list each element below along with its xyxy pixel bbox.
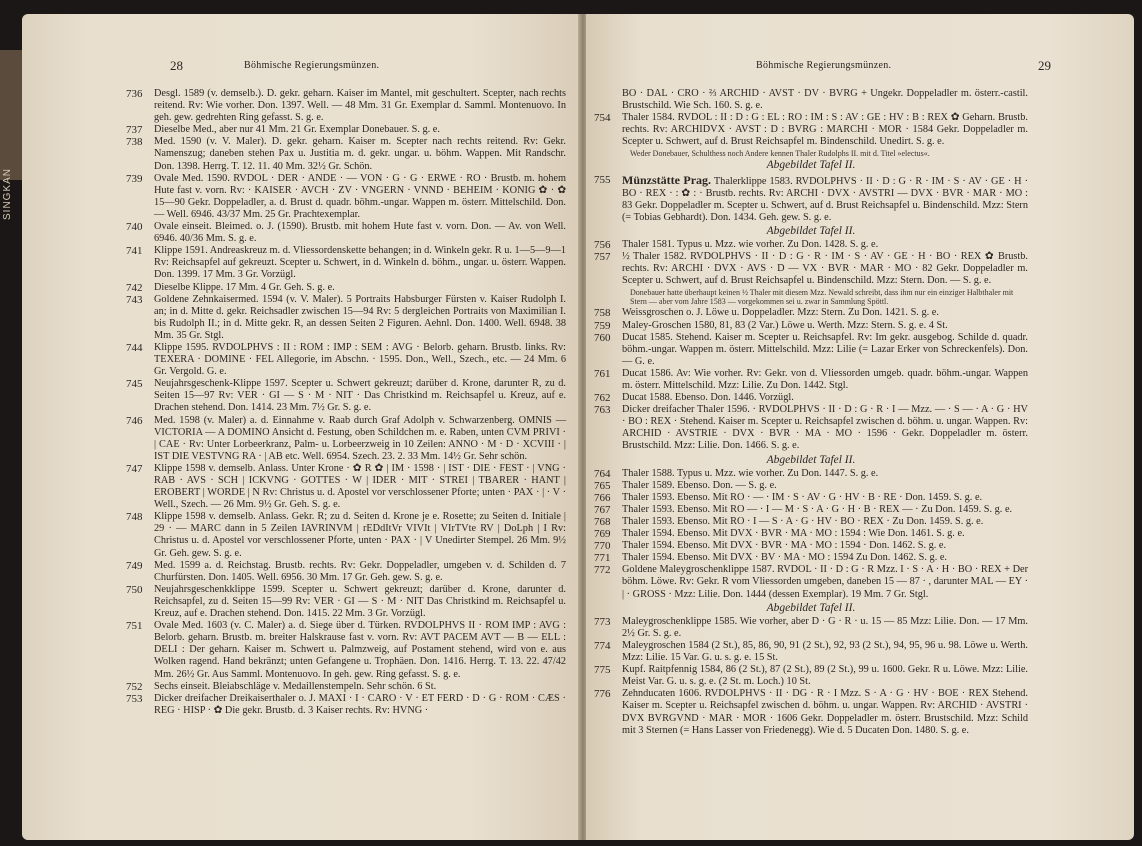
- entry-text: [622, 112, 1028, 148]
- entry-number: 773: [594, 615, 611, 628]
- catalog-entry: [594, 468, 1028, 480]
- entry-number: 749: [126, 559, 143, 572]
- entry-body: Thaler 1594. Ebenso. Mit DVX · BVR · MA · MO : 1594 · Don. 1462. S. g. e.: [622, 540, 947, 552]
- entry-text: Klippe 1598 v. demselb. Anlass. Gekr. R; zu d. Seiten d. Krone je e. Rosette; zu Seiten d. Initiale | 29 · — MARC dann in 5 Zeilen IAVRINVM | rEDdItVr VIVIt | VIrTVte RV | DoLph | I Rv: Christus u. d. Apostel vor verschlossener Pforte, unten · PAX · | V Unedirter Stempel. 26 Mm. 9½ Gr. Geh. gew. S. g. e.: [154, 511, 566, 559]
- catalog-entry: [126, 463, 566, 511]
- entry-number: 742: [126, 281, 143, 294]
- entry-number: 756: [594, 239, 611, 252]
- entry-number: 772: [594, 564, 611, 577]
- catalog-entry: [594, 564, 1028, 600]
- entry-text: [622, 392, 1028, 404]
- entry-text: Klippe 1598 v. demselb. Anlass. Unter Krone · ✿ R ✿ | IM · 1598 · | IST · DIE · FEST · | VNG · RAB · AVS · SCH | ICKVNG · GOTTES · W | IDER · MIT · STREI | TBARER · HANT | EROBERT | WORDE | N Rv: Christus u. d. Apostel vor verschlossener Pforte; unten · PAX · | · V · Well., Szech. — 26 Mm. 9½ Gr. Geh. S. g. e.: [154, 462, 566, 511]
- entry-number: 746: [126, 414, 143, 427]
- entry-number: 754: [594, 112, 611, 125]
- section-heading: Münzstätte Prag.: [622, 172, 712, 187]
- catalog-entry: [126, 681, 566, 693]
- entry-text: Klippe 1595. RVDOLPHVS : II : ROM : IMP : SEM : AVG · Belorb. geharn. Brustb. links. Rv: TEXERA · DOMINE · FEL Allegorie, im Abschn. · 1595. Don., Well., Szech., etc. — 24 Mm. 6 Gr. Vergold. G. e.: [154, 341, 566, 378]
- catalog-entry: [126, 560, 566, 584]
- entry-body: Maley-Groschen 1580, 81, 83 (2 Var.) Löwe u. Werth. Mzz: Stern. S. g. e. 4 St.: [622, 319, 948, 331]
- entry-text: Desgl. 1589 (v. demselb.). D. gekr. geharn. Kaiser im Mantel, mit geschultert. Scepter, nach rechts reitend. Rv: Wie vorher. Don. 1397. Well. — 48 Mm. 31 Gr. Exemplar d. Samml. Montenuovo. In geh. gew. gedrehten Ring gefasst. S. g. e.: [154, 88, 566, 124]
- catalog-entry: [594, 664, 1028, 688]
- entry-number: 757: [594, 251, 611, 264]
- right-entries: [594, 88, 1028, 737]
- entry-text: [622, 664, 1028, 688]
- catalog-entry: [594, 404, 1028, 452]
- entry-text: [622, 528, 1028, 540]
- catalog-entry: [126, 136, 566, 172]
- spine-tab: [0, 50, 24, 220]
- entry-body: Goldene Maleygroschenklippe 1587. RVDOL · II · D : G · R Mzz. I · S · A · H · BO · REX + Der böhm. Löwe. Rv: Gekr. R vom Vliessorden umgeben, daneben 15 — 87 · , darunter MAL — EY · | · GROSS · Mzz: Lilie. Don. 1444 (dessen Exemplar). 19 Mm. 7 Gr. Stgl.: [622, 564, 1028, 600]
- catalog-entry: [126, 511, 566, 559]
- entry-body: Thaler 1594. Ebenso. Mit DVX · BVR · MA · MO : 1594 : Wie Don. 1461. S. g. e.: [622, 528, 965, 540]
- catalog-entry: [594, 320, 1028, 332]
- running-title-left: Böhmische Regierungsmünzen.: [244, 60, 380, 71]
- catalog-entry: [126, 378, 566, 414]
- footnote: Donebauer hatte überhaupt keinen ½ Thaler mit diesem Mzz. Newald schreibt, dass ihm nur ein einziger Halbthaler mit Stern — aber vom Jahre 1583 — vorgekommen sei u. zwar in Sammlung Spöttl.: [630, 288, 1014, 307]
- entry-number: 765: [594, 479, 611, 492]
- entry-text: Sechs einseit. Bleiabschläge v. Medaillenstempeln. Sehr schön. 6 St.: [154, 680, 437, 692]
- entry-text: [622, 516, 1028, 528]
- entry-number: 763: [594, 404, 611, 417]
- entry-body: Thalerklippe 1583. RVDOLPHVS · II · D : G · R · IM · S · AV · GE · H · BO · REX · : ✿ : · Brustb. rechts. Rv: ARCHI · DVX · AVSTRI — DVX · BVR · MAR · MO : 83 Gekr. Doppeladler m. Scepter u. Schwert, auf d. Brust Reichsapfel u. Bindenschild. Mzz: Stern (= Tobias Gebhardt). Don. 1434. Geh. gew. S. g. e.: [622, 175, 1029, 223]
- entry-body: Ducat 1585. Stehend. Kaiser m. Scepter u. Reichsapfel. Rv: Im gekr. ausgebog. Schilde d. quadr. böhm.-ungar. Wappen m. österr. Mittelschild. Mzz: Lilie (= Lazar Erker von Schreckenfels). Don. — G. e.: [622, 331, 1028, 367]
- entry-text: [622, 552, 1028, 564]
- catalog-entry: [594, 239, 1028, 251]
- entry-number: 738: [126, 136, 143, 149]
- entry-text: Goldene Zehnkaisermed. 1594 (v. V. Maler). 5 Portraits Habsburger Fürsten v. Kaiser Rudolph I. an; in d. Mitte d. gekr. Reichsadler zwischen 15—94 Rv: 5 dergleichen Portraits von Maximilian I. bis Rudolph II.; in d. Mitte gekr. R, an dessen Seiten 2 Figuren. Aehnl. Don. 1400. Well. 6948. 38 Mm. 35 Gr. Stgl.: [154, 293, 566, 341]
- entry-text: Dieselbe Klippe. 17 Mm. 4 Gr. Geh. S. g. e.: [154, 281, 335, 293]
- entry-text: Klippe 1591. Andreaskreuz m. d. Vliessordenskette behangen; in d. Winkeln gekr. R u. 1—5—9—1 Rv: Reichsapfel auf gekreuzt. Scepter u. Schwert, in d. Winkeln d. böhm., ungar. u. österr. Wappen. Don. 1399. 17 Mm. 3 Gr. Vorzügl.: [154, 245, 566, 281]
- entry-number: 759: [594, 319, 611, 332]
- catalog-entry: [126, 294, 566, 342]
- entry-number: 766: [594, 491, 611, 504]
- entry-number: 769: [594, 528, 611, 541]
- entry-text: [622, 368, 1028, 392]
- entry-number: 776: [594, 688, 611, 701]
- entry-number: 740: [126, 221, 143, 234]
- catalog-entry: [126, 620, 566, 680]
- plate-reference: Abgebildet Tafel II.: [766, 224, 856, 237]
- entry-text: Med. 1599 a. d. Reichstag. Brustb. rechts. Rv: Gekr. Doppeladler, umgeben v. d. Schilden d. 7 Churfürsten. Don. 1405. Well. 6956. 30 Mm. 17 Gr. Geh. gew. S. g. e.: [154, 559, 566, 583]
- catalog-entry: [126, 282, 566, 294]
- entry-text: Med. 1590 (v. V. Maler). D. gekr. geharn. Kaiser m. Scepter nach rechts reitend. Rv: Gekr. Namenszug; daneben stehen Pax u. Justitia m. d. gekr. ungar. u. böhm. Wappen. Mit Randschr. Don. 1398. Herrg. T. 12. 11. 40 Mm. 32½ Gr. Schön.: [154, 136, 566, 172]
- entry-body: Ducat 1588. Ebenso. Don. 1446. Vorzügl.: [622, 392, 794, 404]
- entry-text: [622, 688, 1028, 736]
- entry-body: Ducat 1586. Av: Wie vorher. Rv: Gekr. von d. Vliessorden umgeb. quadr. böhm.-ungar. Wappen m. österr. Mittelschild. Mzz: Lilie. Zu Don. 1442. Stgl.: [622, 367, 1028, 391]
- entry-number: 736: [126, 88, 143, 100]
- entry-number: 745: [126, 378, 143, 391]
- entry-text: Dicker dreifacher Dreikaiserthaler o. J. MAXI · I · CARO · V · ET FERD · D · G · ROM · CÆS · REG · HISP · ✿ Die gekr. Brustb. d. 3 Kaiser rechts. Rv: HVNG ·: [154, 692, 566, 716]
- catalog-entry: [594, 616, 1028, 640]
- entry-text: Neujahrsgeschenkklippe 1599. Scepter u. Schwert gekreuzt; darüber d. Krone, darunter d. Reichsapfel, zu d. Seiten 15—99 Rv: VER · GI — S · M · NIT Das Christkind m. Reichsapfel u. Kreuz, auf e. Drachen stehend. Don. 1415. 22 Mm. 3 Gr. Vorzügl.: [154, 583, 566, 620]
- entry-text: Dieselbe Med., aber nur 41 Mm. 21 Gr. Exemplar Donebauer. S. g. e.: [154, 124, 440, 136]
- entry-text: Ovale Med. 1603 (v. C. Maler) a. d. Siege über d. Türken. RVDOLPHVS II · ROM IMP : AVG : Belorb. geharn. Brustb. m. breiter Halskrause fast v. vorn. Rv: AVT PACEM AVT — B — ELL : DELI : Der geharn. Kaiser m. Schwert u. Palmzweig, auf Postament stehend, wird von e. aus Wolken ragend. Hand bekränzt; unten Gefangene u. Trophäen. Don. 1416. Herrg. T. 13. 22. 47/42 Mm. 26½ Gr. Aus Samml. Montenuovo. In geh. gew. Ring gefasst. S. g. e.: [154, 620, 566, 680]
- entry-number: 737: [126, 124, 143, 137]
- entry-body: Maleygroschenklippe 1585. Wie vorher, aber D · G · R · u. 15 — 85 Mzz: Lilie. Don. — 17 Mm. 2½ Gr. S. g. e.: [622, 615, 1028, 639]
- entry-number: 751: [126, 620, 143, 633]
- entry-text: [622, 504, 1028, 516]
- entry-text: Ovale Med. 1590. RVDOL · DER · ANDE · — VON · G · G · ERWE · RO · Brustb. m. hohem Hute fast v. vorn. Rv: · KAISER · AVCH · ZV · VNGERN · VNND · BEHEIM · KONIG ✿ · ✿ 15—90 Gekr. Doppeladler, a. d. Brust d. quadr. böhm.-ungar. Wappen m. österr. Mittelschild. Don. — Well. 6946. 43/37 Mm. 25 Gr. Prachtexemplar.: [154, 172, 566, 220]
- entry-text: [622, 251, 1028, 287]
- entry-body: Thaler 1593. Ebenso. Mit RO · — · IM · S · AV · G · HV · B · RE · Don. 1459. S. g. e.: [622, 491, 983, 503]
- entry-text: [622, 307, 1028, 319]
- entry-text: [622, 640, 1028, 664]
- entry-body: Thaler 1589. Ebenso. Don. — S. g. e.: [622, 479, 777, 491]
- catalog-entry: [126, 342, 566, 378]
- entry-body: Thaler 1588. Typus u. Mzz. wie vorher. Zu Don. 1447. S. g. e.: [622, 467, 879, 479]
- entry-number: 747: [126, 462, 143, 475]
- left-entries: [126, 88, 566, 717]
- entry-body: Thaler 1584. RVDOL : II : D : G : EL : RO : IM : S : AV : GE : HV : B : REX ✿ Geharn. Brustb. rechts. Rv: ARCHIDVX · AVST : D : BVRG : MARCHI · MOR · 1584 Gekr. Doppeladler m. Scepter u. Schwert, auf d. Brust Reichsapfel m. Bindenschild. Unedirt. S. g. e.: [622, 112, 1028, 148]
- entry-body: ½ Thaler 1582. RVDOLPHVS · II · D : G · R · IM · S · AV · GE · H · BO · REX ✿ Brustb. rechts. Rv: ARCHI · DVX · AVS · D — VX · BVR · MAR · MO · 82 Gekr. Doppeladler m. Scepter u. Schwert, auf d. Brust Reichsapfel u. Bindenschild. Mzz: Stern. Don. — S. g. e.: [622, 251, 1028, 287]
- catalog-entry: [126, 415, 566, 463]
- catalog-entry: [594, 174, 1028, 224]
- entry-body: Weissgroschen o. J. Löwe u. Doppeladler. Mzz: Stern. Zu Don. 1421. S. g. e.: [622, 307, 939, 319]
- entry-text: Med. 1598 (v. Maler) a. d. Einnahme v. Raab durch Graf Adolph v. Schwarzenberg. OMNIS — VICTORIA — A DOMINO Ansicht d. Festung, oben Schildchen m. e. Raben, unten CVM PRIVI · | CAE · Rv: Unter Lorbeerkranz, Palm- u. Lorbeerzweig in 10 Zeilen: ANNO · M · D · XCVIII · | IST DIE VESTVNG RA · | AB etc. Well. 6954. Szech. 23. 2. 33 Mm. 14½ Gr. Sehr schön.: [154, 414, 566, 462]
- catalog-entry: [594, 307, 1028, 319]
- entry-body: Thaler 1593. Ebenso. Mit RO · I — S · A · G · HV · BO · REX · Zu Don. 1459. S. g. e.: [622, 516, 984, 527]
- catalog-entry: [594, 332, 1028, 368]
- footnote: Weder Donebauer, Schulthess noch Andere kennen Thaler Rudolphs II. mit d. Titel »electus«.: [630, 149, 930, 159]
- catalog-entry: [126, 693, 566, 717]
- entry-number: 770: [594, 540, 611, 553]
- entry-body: Thaler 1594. Ebenso. Mit DVX · BV · MA · MO : 1594 Zu Don. 1462. S. g. e.: [622, 552, 948, 564]
- entry-number: 775: [594, 664, 611, 677]
- entry-number: 774: [594, 639, 611, 652]
- entry-number: 760: [594, 331, 611, 344]
- entry-number: 768: [594, 516, 611, 528]
- page-number-right: 29: [1038, 58, 1051, 73]
- catalog-entry: [594, 251, 1028, 287]
- entry-text: [622, 320, 1028, 332]
- entry-text: [622, 480, 1028, 492]
- entry-number: 771: [594, 552, 611, 565]
- entry-number: 741: [126, 245, 143, 258]
- entry-body: Maleygroschen 1584 (2 St.), 85, 86, 90, 91 (2 St.), 92, 93 (2 St.), 94, 95, 96 u. 98. Löwe u. Werth. Mzz: Lilie. 15 Var. G. u. s. g. e. 15 St.: [622, 639, 1028, 664]
- entry-text: [622, 239, 1028, 251]
- entry-text: [622, 564, 1028, 600]
- catalog-entry: [594, 368, 1028, 392]
- entry-text: [622, 492, 1028, 504]
- entry-text: [622, 616, 1028, 640]
- entry-body: Kupf. Raitpfennig 1584, 86 (2 St.), 87 (2 St.), 89 (2 St.), 99 u. 1600. Gekr. R u. Löwe. Mzz: Lilie. Meist Var. G. u. s. g. e. (2 St. m. Loch.) 10 St.: [622, 664, 1028, 688]
- entry-text: [622, 540, 1028, 552]
- entry-text: [622, 174, 1028, 224]
- catalog-entry: [594, 688, 1028, 736]
- entry-number: 764: [594, 467, 611, 480]
- entry-continuation: BO · DAL · CRO · ⅔ ARCHID · AVST · DV · BVRG + Ungekr. Doppeladler m. österr.-castil. Brustschild. Wie Sch. 160. S. g. e.: [622, 88, 1028, 112]
- page-number-left: 28: [170, 58, 183, 73]
- entry-body: Dicker dreifacher Thaler 1596. · RVDOLPHVS · II · D : G · R · I — Mzz. — · S — · A · G · HV · BO : REX · Stehend. Kaiser m. Scepter u. Reichsapfel zwischen d. böhm. u. ungar. Wappen. Rv: ARCHID · AVSTRIE · DVX · BVR · MA · MO · 1596 · Gekr. Doppeladler m. österr. Brustschild. Mzz: Lilie. Don. 1466. S. g. e.: [622, 404, 1028, 452]
- right-page: [586, 14, 1134, 840]
- entry-number: 753: [126, 692, 143, 705]
- catalog-entry: [126, 124, 566, 136]
- entry-text: [622, 404, 1028, 452]
- entry-text: Neujahrsgeschenk-Klippe 1597. Scepter u. Schwert gekreuzt; darüber d. Krone, darunter R, zu d. Seiten 15—97 Rv: VER · GI — S · M · NIT · Das Christkind m. Reichsapfel u. Kreuz, auf e. Drachen stehend. Don. 1414. 23 Mm. 7½ Gr. S. g. e.: [154, 378, 566, 414]
- entry-number: 758: [594, 307, 611, 320]
- catalog-entry: [594, 640, 1028, 664]
- entry-body: Zehnducaten 1606. RVDOLPHVS · II · DG · R · I Mzz. S · A · G · HV · BOE · REX Stehend. Kaiser m. Scepter u. Reichsapfel zwischen d. böhm. u. ungar. Wappen. Rv: ARCHID · AVSTRI · DVX BVRGVND · MAR · MOR · 1606 Gekr. Doppeladler m. österr. Brustschild. Mzz: Schild mit 3 Sternen (= Hans Lasser von Friedenegg). Wie d. 5 Ducaten Don. 1480. S. g. e.: [622, 688, 1028, 736]
- catalog-entry: [126, 173, 566, 221]
- entry-number: 762: [594, 392, 611, 405]
- entry-body: Thaler 1593. Ebenso. Mit RO — · I — M · S · A · G · H · B · REX — · Zu Don. 1459. S. g. e.: [622, 503, 1013, 515]
- catalog-entry: [594, 504, 1028, 516]
- entry-number: 767: [594, 503, 611, 516]
- catalog-entry: [594, 480, 1028, 492]
- catalog-entry: [126, 88, 566, 124]
- entry-number: 761: [594, 367, 611, 380]
- entry-number: 748: [126, 511, 143, 524]
- catalog-entry: [594, 528, 1028, 540]
- entry-number: 739: [126, 172, 143, 185]
- entry-number: 752: [126, 680, 143, 693]
- running-title-right: Böhmische Regierungsmünzen.: [756, 60, 892, 71]
- plate-reference: Abgebildet Tafel II.: [766, 159, 856, 172]
- entry-number: 744: [126, 341, 143, 354]
- catalog-entry: [594, 112, 1028, 148]
- catalog-entry: [126, 221, 566, 245]
- entry-text: Ovale einseit. Bleimed. o. J. (1590). Brustb. mit hohem Hute fast v. vorn. Don. — Av. von Well. 6946. 40/36 Mm. S. g. e.: [154, 221, 566, 245]
- entry-text: [622, 332, 1028, 368]
- entry-body: Thaler 1581. Typus u. Mzz. wie vorher. Zu Don. 1428. S. g. e.: [622, 239, 879, 251]
- plate-reference: Abgebildet Tafel II.: [766, 453, 856, 466]
- catalog-entry: [126, 245, 566, 281]
- catalog-entry: [126, 584, 566, 620]
- spine-tab-label: SINGKAN: [2, 167, 13, 220]
- entry-text: [622, 468, 1028, 480]
- catalog-entry: [594, 516, 1028, 528]
- plate-reference: Abgebildet Tafel II.: [766, 601, 856, 614]
- entry-number: 750: [126, 583, 143, 596]
- left-page: [22, 14, 580, 840]
- catalog-entry: [594, 552, 1028, 564]
- catalog-entry: [594, 540, 1028, 552]
- entry-number: 743: [126, 293, 143, 306]
- catalog-entry: [594, 492, 1028, 504]
- entry-number: 755: [594, 173, 611, 186]
- catalog-entry: [594, 392, 1028, 404]
